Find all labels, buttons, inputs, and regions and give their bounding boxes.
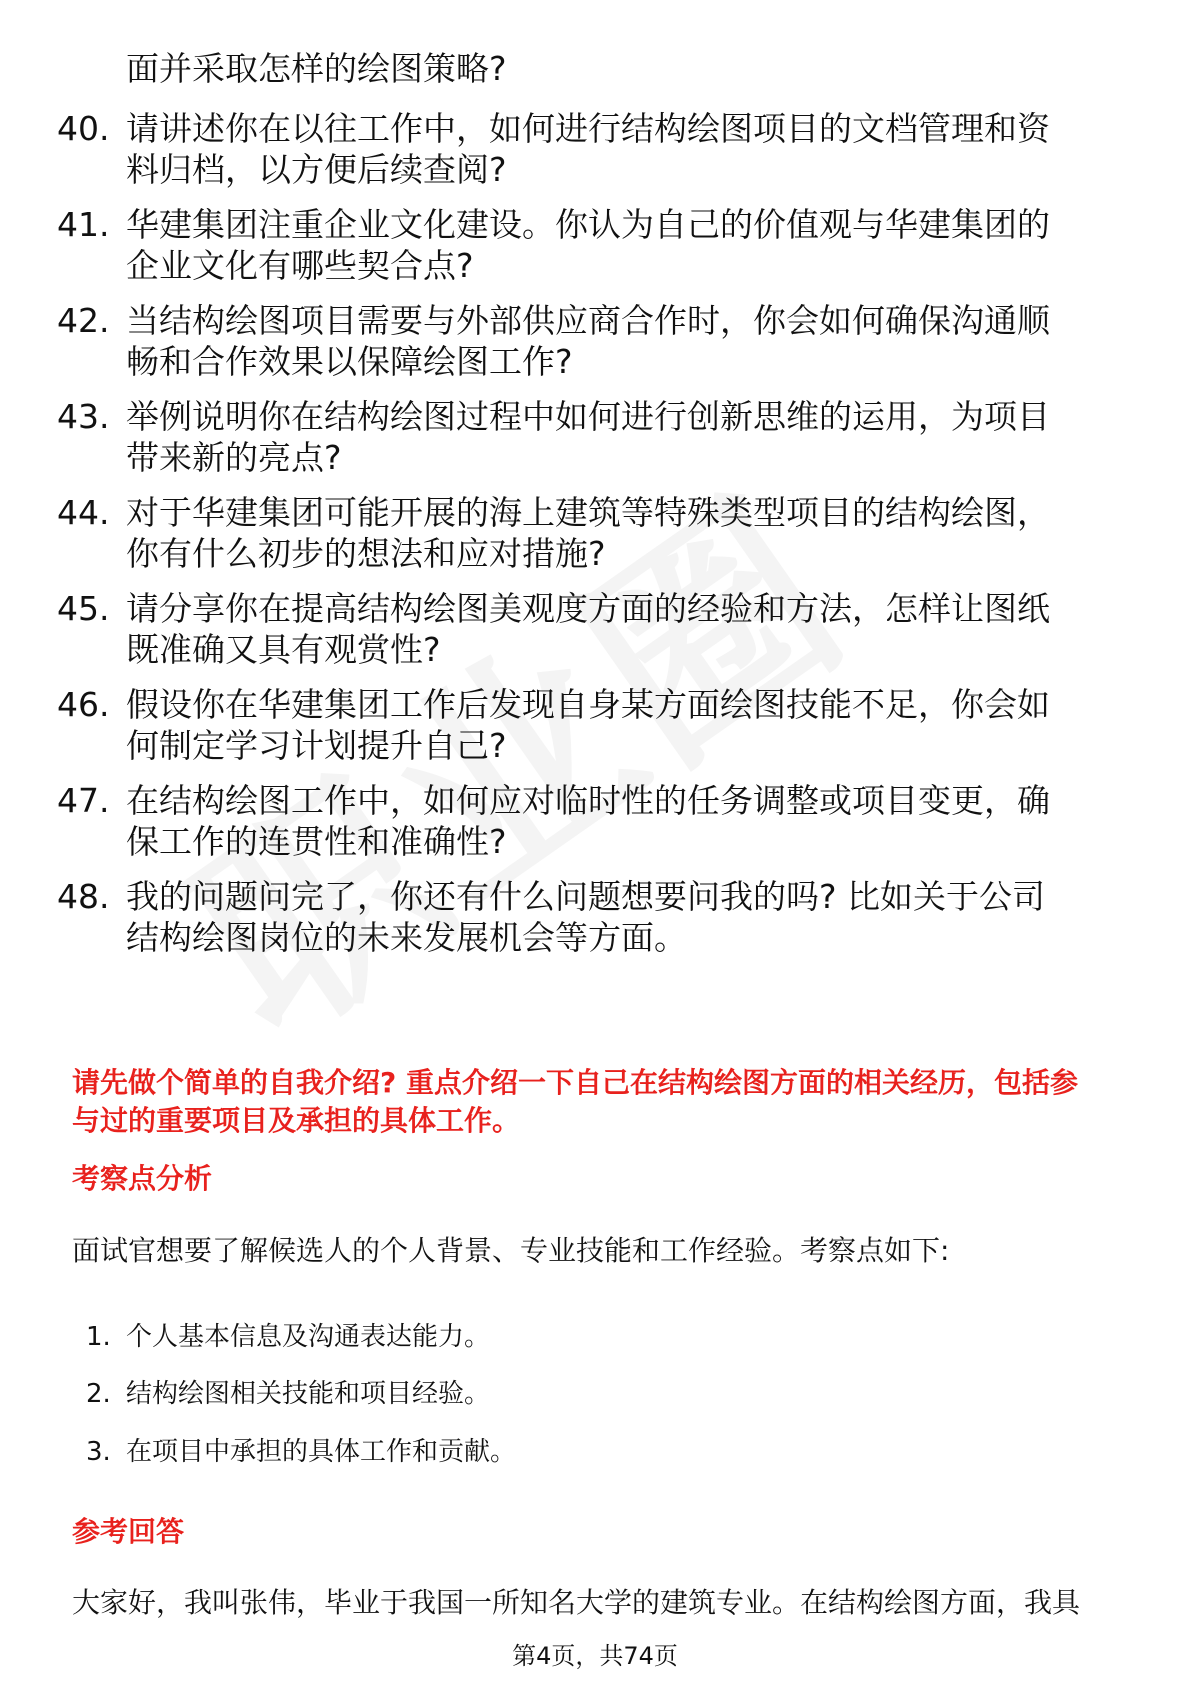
- item-text: 在项目中承担的具体工作和贡献。: [126, 1437, 517, 1467]
- question-text: 对于华建集团可能开展的海上建筑等特殊类型项目的结构绘图， 你有什么初步的想法和应对措施?: [126, 493, 1050, 573]
- question-number: 42.: [57, 301, 110, 340]
- item-number: 1.: [86, 1322, 111, 1352]
- question-text: 请分享你在提高结构绘图美观度方面的经验和方法，怎样让图纸 既准确又具有观赏性?: [126, 589, 1050, 669]
- page-footer: 第4页，共74页: [512, 1642, 678, 1670]
- answer-text: 大家好，我叫张伟，毕业于我国一所知名大学的建筑专业。在结构绘图方面，我具: [72, 1586, 1081, 1619]
- item-number: 3.: [86, 1437, 111, 1467]
- answer-heading: 参考回答: [72, 1515, 185, 1548]
- question-number: 47.: [57, 781, 110, 820]
- question-text: 我的问题问完了，你还有什么问题想要问我的吗? 比如关于公司 结构绘图岗位的未来发展机会等方面。: [126, 877, 1046, 957]
- question-text: 华建集团注重企业文化建设。你认为自己的价值观与华建集团的 企业文化有哪些契合点?: [126, 205, 1050, 285]
- question-text: 当结构绘图项目需要与外部供应商合作时，你会如何确保沟通顺 畅和合作效果以保障绘图工作?: [126, 301, 1050, 381]
- question-number: 48.: [57, 877, 110, 916]
- question-text: 请讲述你在以往工作中，如何进行结构绘图项目的文档管理和资 料归档，以方便后续查阅?: [126, 109, 1050, 189]
- question-number: 43.: [57, 397, 110, 436]
- item-number: 2.: [86, 1379, 111, 1409]
- question-number: 44.: [57, 493, 110, 532]
- question-text: 举例说明你在结构绘图过程中如何进行创新思维的运用，为项目 带来新的亮点?: [126, 397, 1050, 477]
- question-number: 41.: [57, 205, 110, 244]
- item-text: 个人基本信息及沟通表达能力。: [126, 1322, 491, 1352]
- question-text: 在结构绘图工作中，如何应对临时性的任务调整或项目变更，确 保工作的连贯性和准确性?: [126, 781, 1050, 861]
- analysis-intro: 面试官想要了解候选人的个人背景、专业技能和工作经验。考察点如下:: [72, 1234, 950, 1267]
- question-text: 假设你在华建集团工作后发现自身某方面绘图技能不足，你会如 何制定学习计划提升自己?: [126, 685, 1050, 765]
- highlight-question: 请先做个简单的自我介绍? 重点介绍一下自己在结构绘图方面的相关经历，包括参 与过的重要项目及承担的具体工作。: [72, 1066, 1078, 1137]
- question-number: 45.: [57, 589, 110, 628]
- question-text: 面并采取怎样的绘图策略?: [126, 49, 507, 88]
- question-number: 46.: [57, 685, 110, 724]
- question-number: 40.: [57, 109, 110, 148]
- analysis-heading: 考察点分析: [72, 1162, 213, 1195]
- item-text: 结构绘图相关技能和项目经验。: [126, 1379, 491, 1409]
